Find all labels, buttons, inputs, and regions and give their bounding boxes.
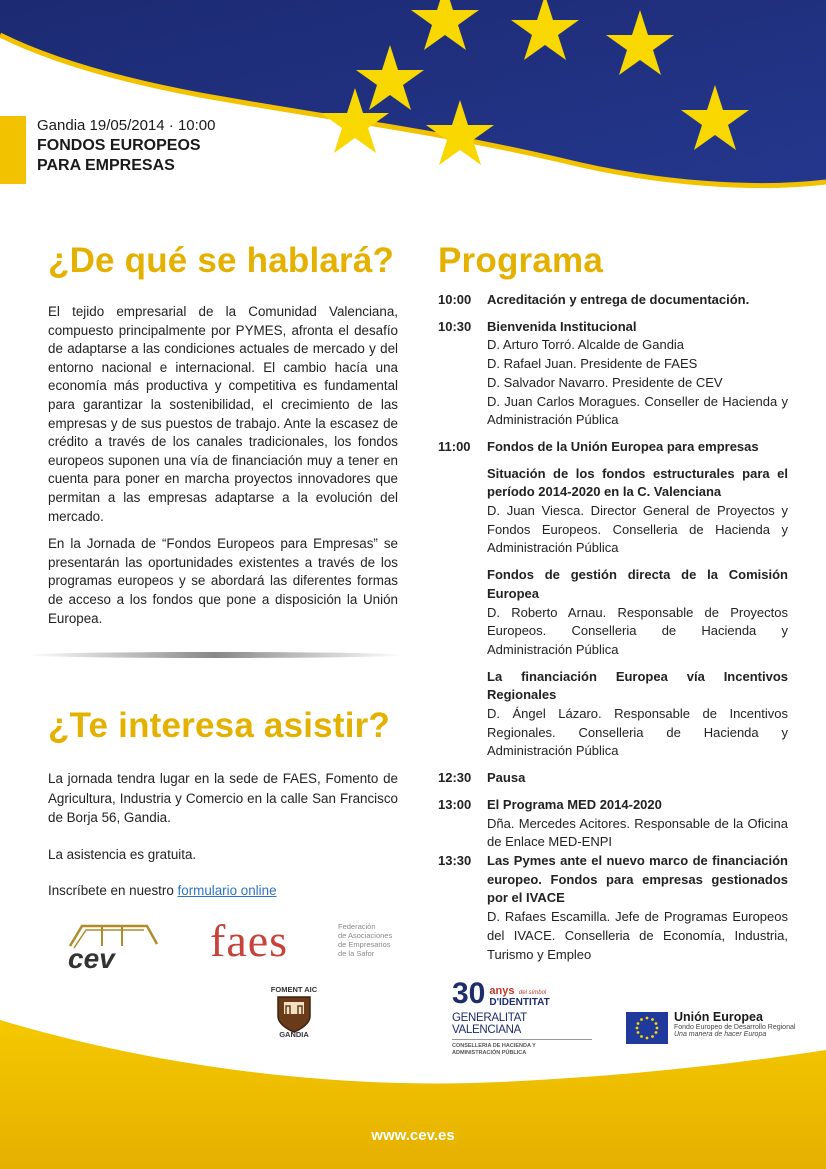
heading-program: Programa [438,241,603,280]
event-date-time: Gandia 19/05/2014 · 10:00 [37,117,216,134]
signup-line [48,881,398,901]
topics-paragraph-2: En la Jornada de “Fondos Europeos para Empresas” se presentarán las oportunidades existentes a través de los programas europeos y se abordará las diferentes formas de acceso a los fondos que pone a disposición la Unión Europea. [48,536,398,626]
gv-small: del símbol [518,990,547,996]
footer-website[interactable]: www.cev.es [371,1127,455,1144]
section-divider [26,650,404,660]
cev-logo-text: cev [68,943,115,974]
program-item [438,318,788,430]
speaker-line: D. Arturo Torró. Alcalde de Gandia [487,337,685,353]
subsession-title: Situación de los fondos estructurales para el período 2014-2020 en la C. Valenciana [487,465,788,500]
gv-anys: anys [489,985,515,997]
speaker-line: D. Rafael Juan. Presidente de FAES [487,356,698,372]
program-item [438,769,788,788]
subsession-speaker: D. Juan Viesca. Director General de Proyectos y Fondos Europeos. Conselleria de Hacienda y Administración Pública [487,503,788,556]
eu-fund: Fondo Europeo de Desarrollo Regional [674,1024,796,1031]
event-info [37,116,215,176]
subsession-speaker: D. Roberto Arnau. Responsable de Proyectos Europeos. Conselleria de Hacienda y Administración Pública [487,604,788,657]
eu-flag-icon [626,1012,668,1044]
attend-section [48,769,398,918]
program-title: Bienvenida Institucional [487,318,637,334]
topics-text [48,303,398,637]
gv-department: CONSELLERIA DE HACIENDA Y ADMINISTRACIÓN PÚBLICA [452,1039,592,1057]
faes-caption: Federación de Asociaciones de Empresarios de la Safor [338,922,393,958]
foment-bottom-text: GANDIA [279,1030,309,1039]
program-title: Pausa [487,770,526,786]
gv-name: GENERALITAT VALENCIANA [452,1012,527,1036]
gv-30: 30 [452,977,486,1010]
event-title-line1: FONDOS EUROPEOS [37,137,201,154]
program-title: Las Pymes ante el nuevo marco de financiación europeo. Fondos para empresas gestionados por el IVACE [487,852,788,906]
faes-logo [210,915,400,968]
foment-top-text: FOMENT AIC [270,985,318,994]
program-item [438,438,788,761]
attend-text: La jornada tendra lugar en la sede de FAES, Fomento de Agricultura, Industria y Comercio en la calle San Francisco de Borja 56, Gandia. [48,771,398,825]
eu-title: Unión Europea [674,1010,763,1024]
speaker-line: D. Juan Carlos Moragues. Conseller de Hacienda y Administración Pública [487,393,788,428]
speaker-line: D. Rafaes Escamilla. Jefe de Programas Europeos del IVACE. Conselleria de Economía, Industria, Turismo y Empleo [487,909,788,962]
program-time: 10:30 [438,318,472,334]
speaker-line: D. Salvador Navarro. Presidente de CEV [487,374,723,390]
gv-identitat: D'IDENTITAT [489,997,550,1008]
program-subsession [487,668,788,762]
heading-topics: ¿De qué se hablará? [48,241,395,280]
generalitat-valenciana-logo [452,977,592,1060]
program-time: 13:00 [438,796,472,812]
program-item [438,852,788,964]
program-subsession [487,465,788,559]
foment-aic-logo [264,985,324,1045]
subsession-title: La financiación Europea vía Incentivos Regionales [487,668,788,703]
topics-paragraph-1: El tejido empresarial de la Comunidad Valenciana, compuesto principalmente por PYMES, afronta el desafío de adaptarse a las condiciones actuales de mercado y del entorno nacional e internacional. El cambio hacía una economía más productiva y competitiva es fundamental para garantizar la sostenibilidad, el crecimiento de las empresas y de sus puestos de trabajo. Ante la escasez de crédito a través de los canales tradicionales, los fondos europeos suponen una vía de financiación muy a tener en cuenta para poner en marcha proyectos innovadores que permitan a las empresas adaptarse a la evolución del mercado. [48,304,398,524]
program-time: 12:30 [438,770,472,786]
program-title: Fondos de la Unión Europea para empresas [487,438,759,454]
program-list [438,291,788,972]
program-title: Acreditación y entrega de documentación. [487,292,750,307]
heading-attend: ¿Te interesa asistir? [48,706,391,745]
program-time: 11:00 [438,438,471,454]
subsession-title: Fondos de gestión directa de la Comisión Europea [487,567,788,601]
accent-bar [0,116,26,184]
program-subsession [487,566,788,660]
cev-logo [62,918,162,974]
eu-motto: Una manera de hacer Europa [674,1031,767,1038]
program-title: El Programa MED 2014-2020 [487,796,662,812]
signup-form-link[interactable]: formulario online [177,883,277,898]
free-text: La asistencia es gratuita. [48,846,197,862]
subsession-speaker: D. Ángel Lázaro. Responsable de Incentivos Regionales. Conselleria de Hacienda y Administración Pública [487,706,788,759]
program-time: 10:00 [438,292,472,307]
signup-prefix: Inscríbete en nuestro [48,883,178,898]
program-item [438,796,788,852]
faes-wordmark: faes [210,915,289,966]
event-title-line2: PARA EMPRESAS [37,157,175,174]
program-item [438,291,788,310]
program-time: 13:30 [438,852,472,868]
union-europea-logo [626,1010,816,1050]
speaker-line: Dña. Mercedes Acitores. Responsable de la Oficina de Enlace MED-ENPI [487,815,788,850]
